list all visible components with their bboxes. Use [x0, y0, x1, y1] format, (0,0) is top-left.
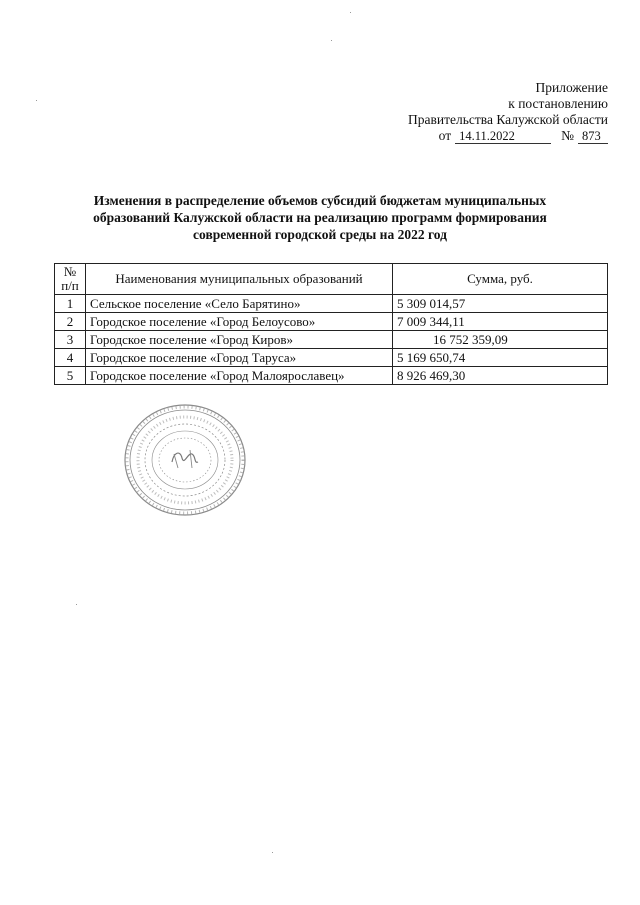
appendix-label: Приложение	[535, 80, 608, 95]
table-row	[55, 295, 608, 313]
row-sum: 16 752 359,09	[393, 331, 608, 349]
row-sum: 5 169 650,74	[393, 349, 608, 367]
scan-speck	[350, 12, 351, 13]
header-name: Наименования муниципальных образований	[86, 264, 393, 295]
row-name: Городское поселение «Город Таруса»	[86, 349, 393, 367]
row-name: Городское поселение «Город Киров»	[86, 331, 393, 349]
table-row	[55, 349, 608, 367]
row-sum: 5 309 014,57	[393, 295, 608, 313]
table-row	[55, 313, 608, 331]
row-name: Сельское поселение «Село Барятино»	[86, 295, 393, 313]
scan-speck	[331, 40, 332, 41]
row-name: Городское поселение «Город Белоусово»	[86, 313, 393, 331]
table-row	[55, 367, 608, 385]
number-sign: №	[561, 128, 574, 143]
document-title: Изменения в распределение объемов субсидий бюджетам муниципальных образований Калужской области на реализацию программ формирования современной городской среды на 2022 год	[93, 193, 547, 242]
table-row	[55, 331, 608, 349]
row-sum: 7 009 344,11	[393, 313, 608, 331]
resolution-label: к постановлению	[508, 96, 608, 111]
row-sum: 8 926 469,30	[393, 367, 608, 385]
scan-speck	[76, 604, 77, 605]
row-name: Городское поселение «Город Малоярославец»	[86, 367, 393, 385]
order-date: 14.11.2022	[455, 130, 551, 144]
government-label: Правительства Калужской области	[407, 112, 608, 127]
header-num-label: № п/п	[61, 264, 79, 293]
date-prefix: от	[438, 128, 452, 143]
order-number: 873	[578, 130, 608, 144]
scan-speck	[272, 852, 273, 853]
order-line	[348, 128, 608, 144]
row-num: 1	[55, 295, 86, 313]
official-seal-icon	[122, 402, 248, 518]
subsidies-table	[54, 263, 608, 385]
row-num: 4	[55, 349, 86, 367]
row-num: 2	[55, 313, 86, 331]
row-num: 5	[55, 367, 86, 385]
header-num	[55, 264, 86, 295]
scan-speck	[36, 100, 37, 101]
header-sum: Сумма, руб.	[393, 264, 608, 295]
table-header-row	[55, 264, 608, 295]
appendix-header	[348, 80, 608, 144]
row-num: 3	[55, 331, 86, 349]
